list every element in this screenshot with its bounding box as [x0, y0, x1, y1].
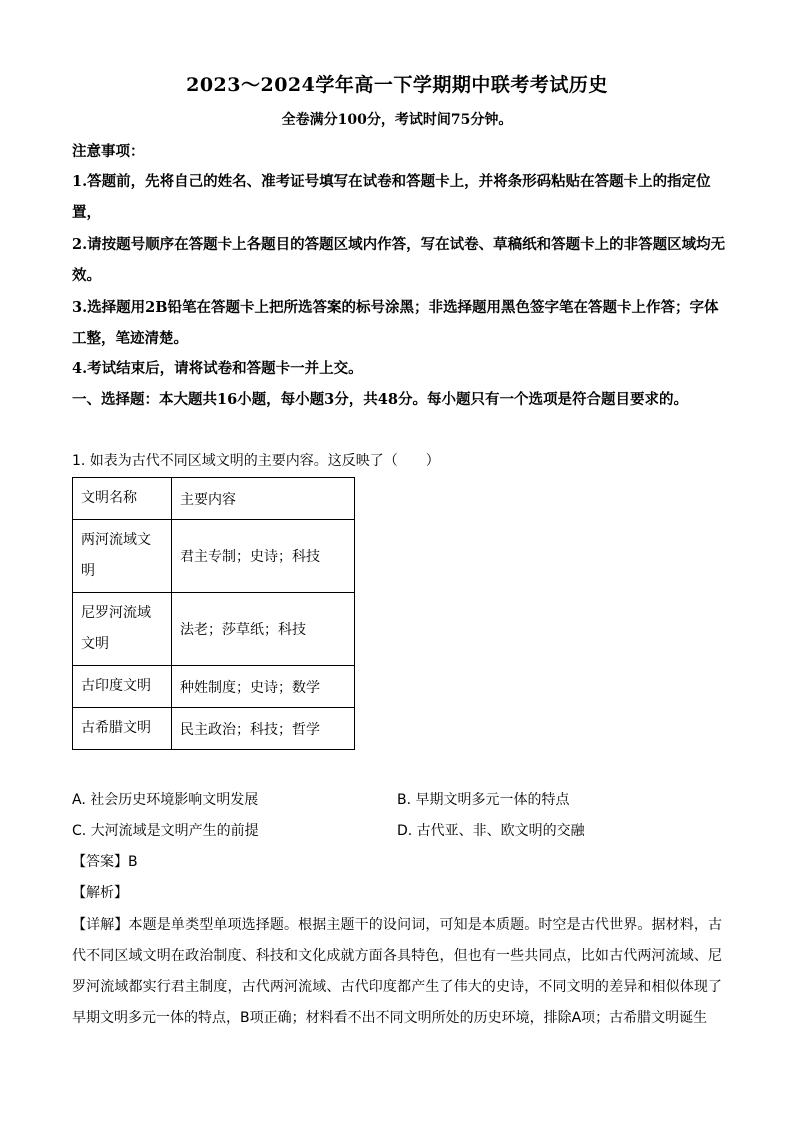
notice-heading: 注意事项：	[72, 143, 145, 160]
option-b: B. 早期文明多元一体的特点	[397, 792, 570, 808]
exam-title: 2023～2024学年高一下学期期中联考考试历史	[186, 74, 608, 96]
option-d: D. 古代亚、非、欧文明的交融	[397, 823, 585, 839]
civilization-table	[72, 477, 355, 750]
section-heading: 一、选择题：本大题共16小题，每小题3分，共48分。每小题只有一个选项是符合题目要求的。	[72, 391, 688, 408]
notice-item-3: 3.选择题用2B铅笔在答题卡上把所选答案的标号涂黑；非选择题用黑色签字笔在答题卡上作答；字体工整，笔迹清楚。	[72, 299, 719, 347]
table-header-row	[73, 478, 355, 520]
table-row	[73, 520, 355, 593]
table-cell: 君主专制；史诗；科技	[172, 520, 355, 593]
table-cell: 古印度文明	[73, 666, 172, 708]
notice-item-2: 2.请按题号顺序在答题卡上各题目的答题区域内作答，写在试卷、草稿纸和答题卡上的非答题区域均无效。	[72, 236, 726, 284]
table-row	[73, 666, 355, 708]
notice-item-4: 4.考试结束后，请将试卷和答题卡一并上交。	[72, 360, 363, 377]
analysis-detail: 【详解】本题是单类型单项选择题。根据主题干的设问词，可知是本质题。时空是古代世界。据材料，古代不同区域文明在政治制度、科技和文化成就方面各具特色，但也有一些共同点，比如古代两河流域、尼罗河流域都实行君主制度，古代两河流域、古代印度都产生了伟大的史诗，不同文明的差异和相似体现了早期文明多元一体的特点，B项正确；材料看不出不同文明所处的历史环境，排除A项；古希腊文明诞生	[72, 917, 722, 1026]
notice-item-1: 1.答题前，先将自己的姓名、准考证号填写在试卷和答题卡上，并将条形码粘贴在答题卡上的指定位置，	[72, 173, 711, 221]
table-row	[73, 593, 355, 666]
table-row	[73, 708, 355, 750]
table-cell: 两河流域文明	[73, 520, 172, 593]
table-header-cell: 文明名称	[73, 478, 172, 520]
table-cell: 尼罗河流域文明	[73, 593, 172, 666]
option-a: A. 社会历史环境影响文明发展	[72, 792, 259, 808]
answer-label: 【答案】B	[72, 854, 138, 870]
exam-subtitle: 全卷满分100分，考试时间75分钟。	[281, 112, 513, 128]
table-cell: 民主政治；科技；哲学	[172, 708, 355, 750]
table-cell: 法老；莎草纸；科技	[172, 593, 355, 666]
table-header-cell: 主要内容	[172, 478, 355, 520]
analysis-label: 【解析】	[72, 885, 128, 901]
question-stem: 1. 如表为古代不同区域文明的主要内容。这反映了（ ）	[72, 453, 440, 469]
table-cell: 种姓制度；史诗；数学	[172, 666, 355, 708]
option-c: C. 大河流域是文明产生的前提	[72, 823, 259, 839]
table-cell: 古希腊文明	[73, 708, 172, 750]
